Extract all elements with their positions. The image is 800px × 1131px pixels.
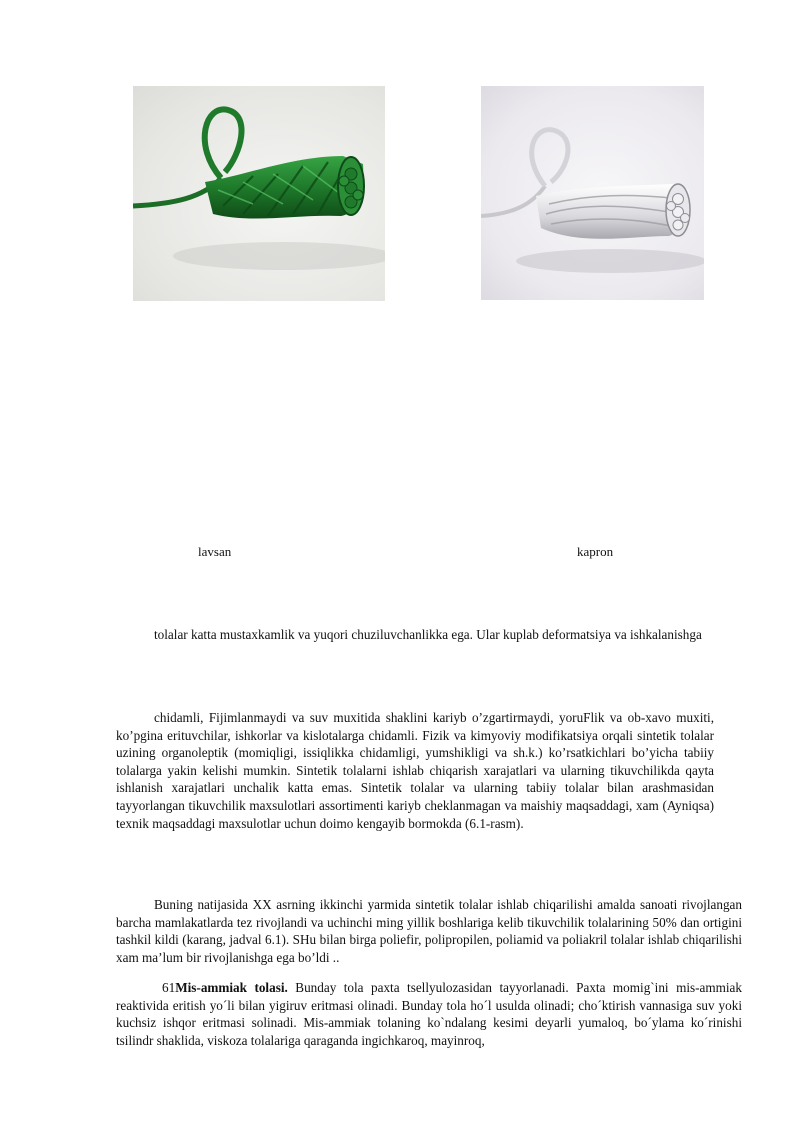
- paragraph-copper-ammonia-fiber: [116, 979, 742, 1049]
- paragraph-production-growth: Buning natijasida XX asrning ikkinchi yarmida sintetik tolalar ishlab chiqarilishi amalda sanoati rivojlangan barcha mamlakatlarda tez rivojlandi va uchinchi ming yillik boshlariga kelib tikuvchilik tolalarining 50% dan ortigini tashkil kildi (karang, jadval 6.1). SHu bilan birga poliefir, polipropilen, poliamid va poliakril tolalar ishlab chiqarilishi xam ma’lum bir rivojlanishga ega bo’ldi ..: [116, 897, 742, 965]
- figure-caption-kapron: kapron: [577, 544, 614, 559]
- section-number: 61: [162, 980, 176, 995]
- paragraph-properties: chidamli, Fijimlanmaydi va suv muxitida shaklini kariyb o’zgartirmaydi, yoruFlik va ob-xavo muxiti, ko’pgina erituvchilar, ishkorlar va kislotalarga chidamli. Fizik va kimyoviy modifikatsiya orqali sintetik tolalar uzining organoleptik (momiqligi, issiqlikka chidamligi, yumshikligi va sh.k.) ko’rsatkichlari bo’yicha tabiiy tolalarga yakin kelishi mumkin. Sintetik tolalarni ishlab chiqarish xarajatlari va ularning tikuvchilikda qayta ishlanish xarajatlari unchalik katta emas. Sintetik tolalar va ularning tabiiy tolalar bilan arashmasidan tayyorlangan tikuvchilik maxsulotlari assortimenti kariyb cheklanmagan va maishiy maqsaddagi, xam (Ayniqsa) texnik maqsaddagi maxsulotlar uchun doimo kengayib bormokda (6.1-rasm).: [116, 710, 714, 831]
- section-title: Mis-ammiak tolasi.: [175, 980, 288, 995]
- white-twisted-thread-illustration: [481, 86, 704, 300]
- figure-caption-lavsan: lavsan: [198, 544, 232, 559]
- lavsan-thread-image: [133, 86, 385, 301]
- kapron-thread-image: [481, 86, 704, 300]
- green-braided-thread-illustration: [133, 86, 385, 301]
- section-text: Bunday tola paxta tsellyulozasidan tayyorlanadi. Paxta momig`ini mis-ammiak reaktivida eritish yo´li bilan yigiruv eritmasi olinadi. Bunday tola ho´l usulda olinadi; cho´ktirish vannasiga suv yoki kuchsiz ishqor eritmasi solinadi. Mis-ammiak tolaning ko`ndalang kesimi deyarli yumaloq, bo´ylama ko´rinishi tsilindr shaklida, viskoza tolalariga qaraganda ingichkaroq, mayinroq,: [116, 980, 742, 1048]
- paragraph-strength: tolalar katta mustaxkamlik va yuqori chuziluvchanlikka ega. Ular kuplab deformatsiya va ishkalanishga: [154, 627, 702, 642]
